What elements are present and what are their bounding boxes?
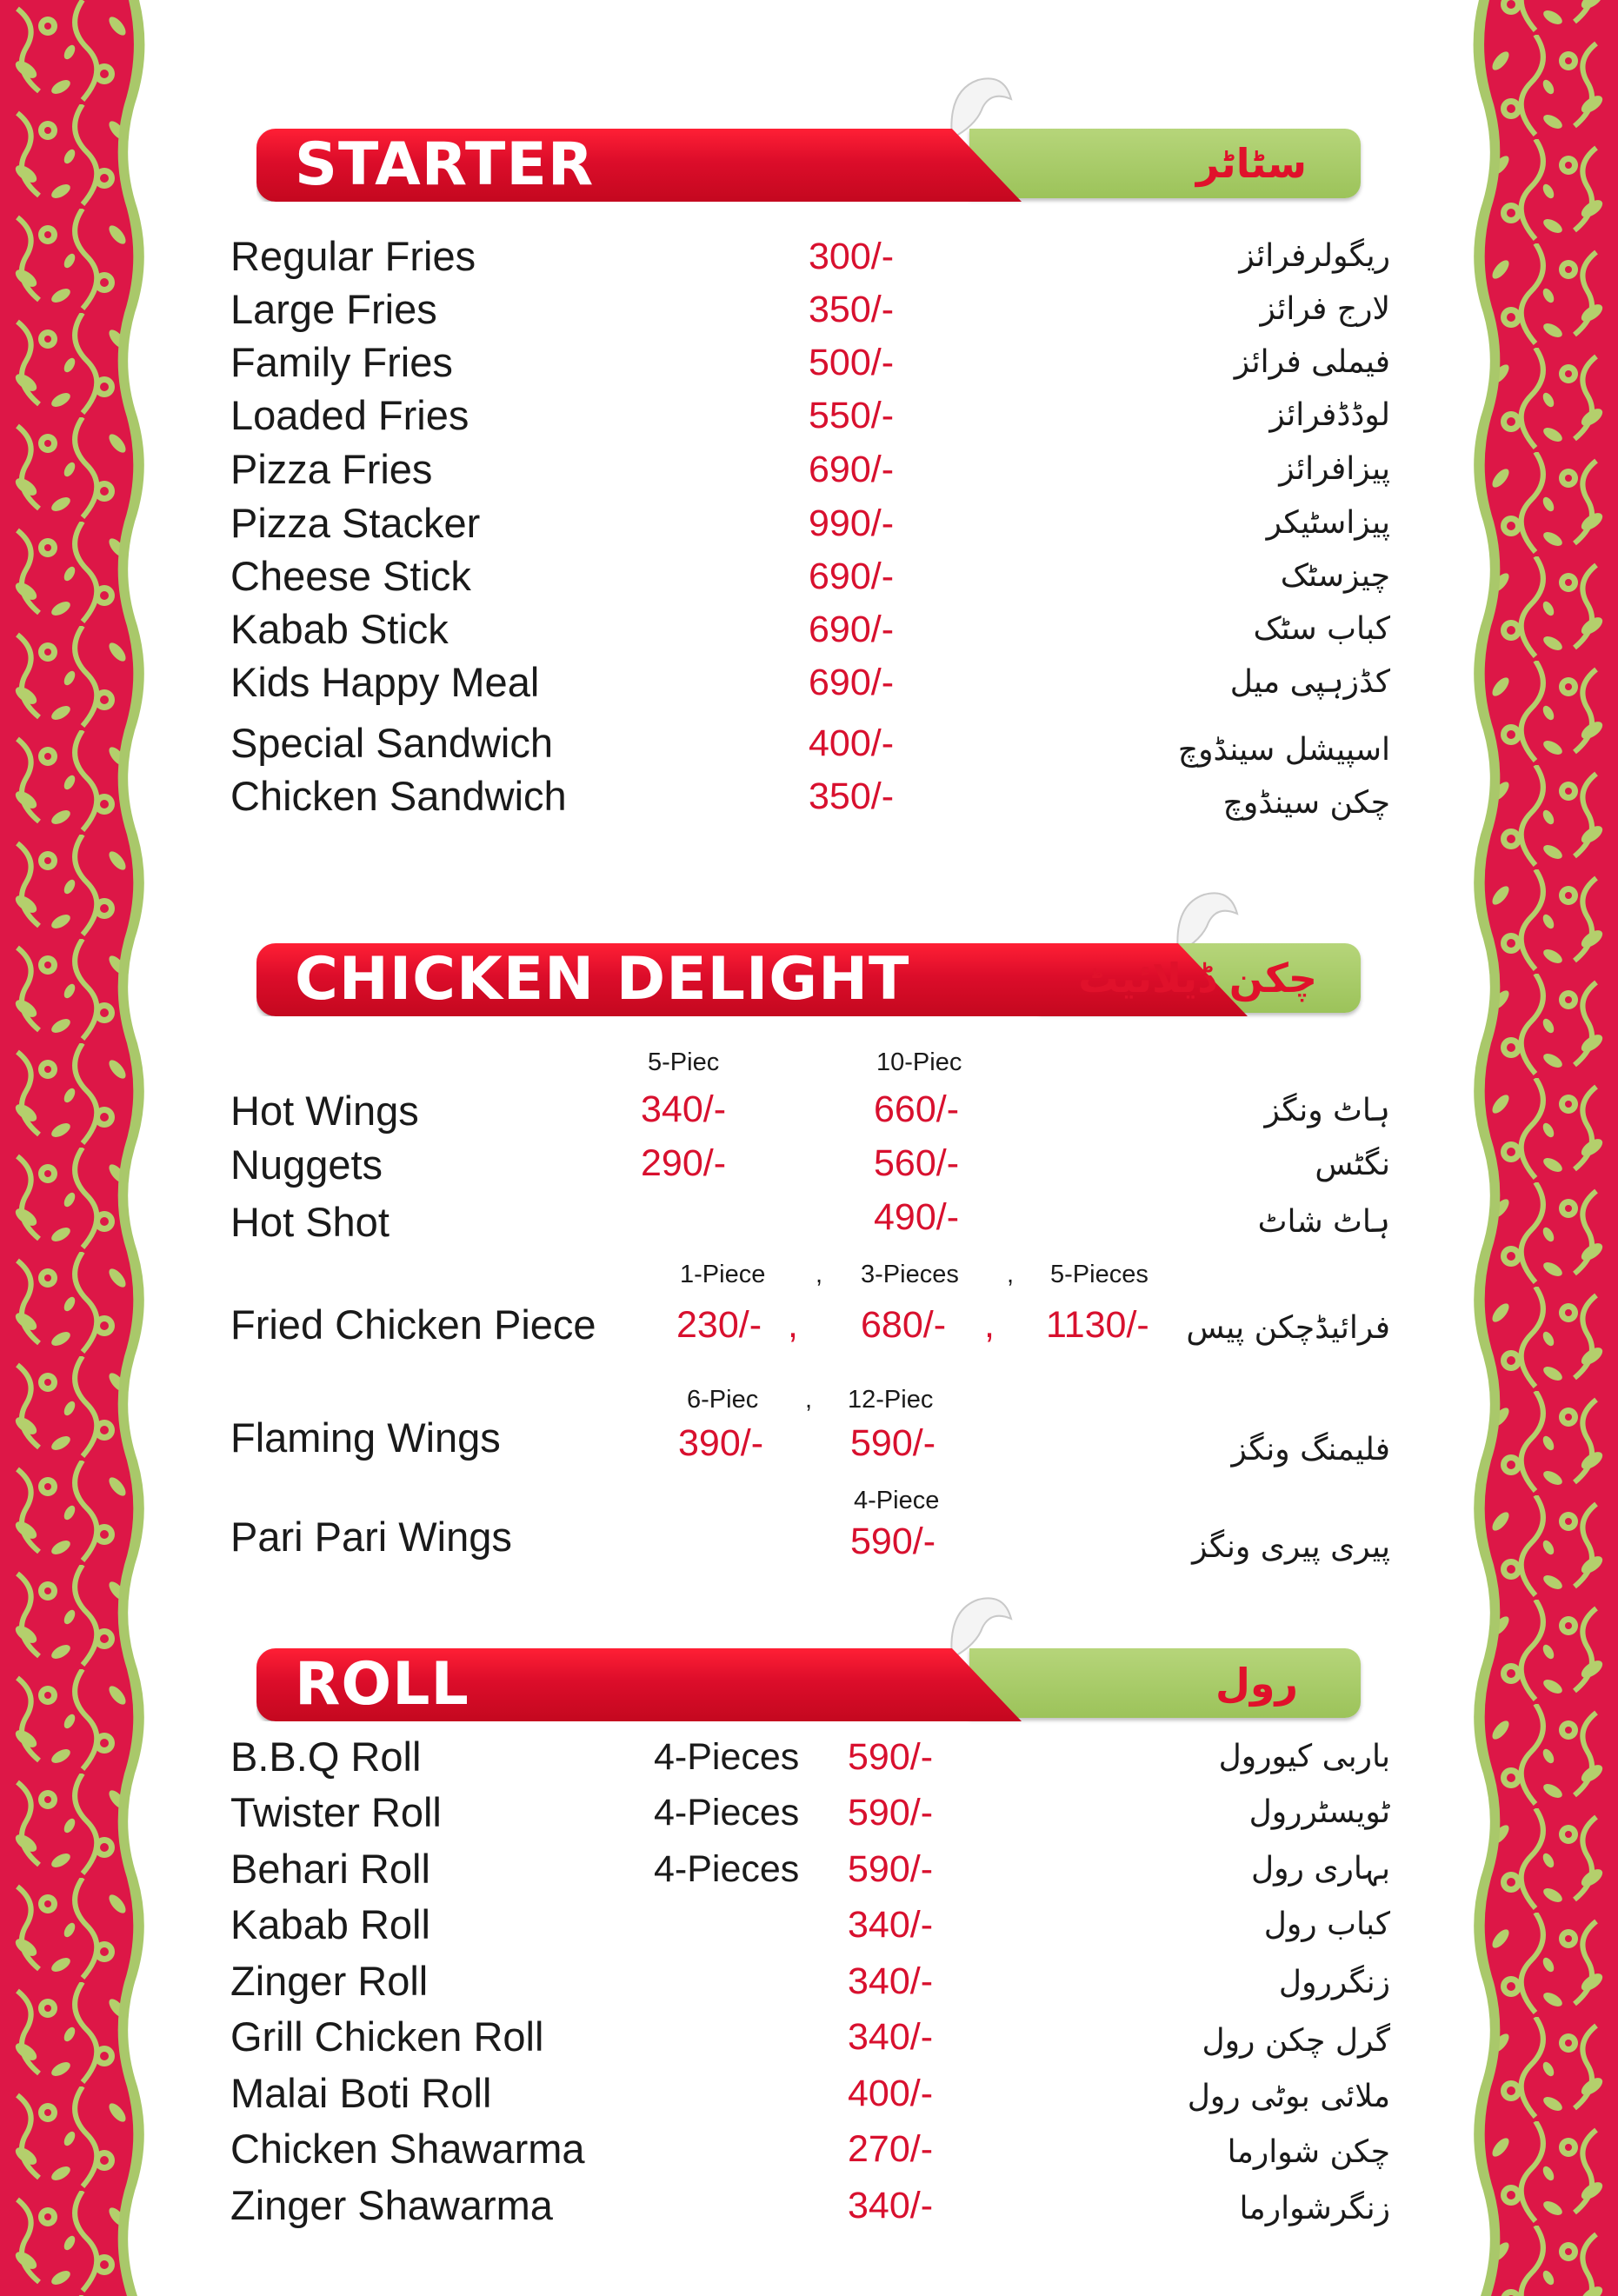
chicken-delight-header bbox=[256, 943, 1361, 1016]
menu-item-price: 230/- bbox=[676, 1304, 762, 1346]
menu-item-name: Special Sandwich bbox=[230, 720, 553, 766]
menu-item-price: 340/- bbox=[848, 1960, 934, 2002]
separator: , bbox=[788, 1304, 798, 1346]
menu-item-name: Chicken Sandwich bbox=[230, 773, 567, 819]
menu-item-price: 390/- bbox=[678, 1422, 764, 1464]
menu-item-name: Zinger Roll bbox=[230, 1958, 429, 2004]
section-title: CHICKEN DELIGHT bbox=[295, 945, 910, 1014]
menu-item-name: Grill Chicken Roll bbox=[230, 2013, 544, 2060]
menu-item-urdu: نگٹس bbox=[1315, 1147, 1390, 1182]
column-label: 12-Piec bbox=[848, 1386, 934, 1414]
menu-item-name: Regular Fries bbox=[230, 233, 476, 279]
separator: , bbox=[816, 1261, 823, 1288]
menu-item-name: Kabab Stick bbox=[230, 606, 449, 652]
menu-item-name: Chicken Shawarma bbox=[230, 2126, 585, 2172]
section-title-urdu: رول bbox=[1215, 1660, 1298, 1707]
starter-header bbox=[256, 129, 1361, 202]
menu-item-price: 590/- bbox=[848, 1736, 934, 1778]
menu-item-urdu: لوڈڈفرائز bbox=[1269, 397, 1390, 433]
menu-item-price: 590/- bbox=[848, 1848, 934, 1890]
column-label: 5-Pieces bbox=[1050, 1261, 1149, 1288]
menu-item-name: Cheese Stick bbox=[230, 553, 471, 599]
menu-item-price: 340/- bbox=[848, 2185, 934, 2226]
separator: , bbox=[984, 1304, 995, 1346]
menu-item-urdu: پیزاسٹیکر bbox=[1266, 505, 1390, 541]
menu-item-price: 590/- bbox=[850, 1422, 936, 1464]
column-label: 3-Pieces bbox=[861, 1261, 959, 1288]
menu-item-name: Pizza Fries bbox=[230, 446, 433, 492]
menu-item-urdu: زنگررول bbox=[1278, 1965, 1390, 2000]
menu-item-name: Hot Shot bbox=[230, 1199, 390, 1245]
menu-item-name: Kabab Roll bbox=[230, 1901, 430, 1947]
menu-item-name: Twister Roll bbox=[230, 1789, 442, 1835]
menu-item-price: 350/- bbox=[809, 289, 895, 330]
menu-item-price: 340/- bbox=[848, 2016, 934, 2058]
menu-item-name: Nuggets bbox=[230, 1141, 383, 1188]
menu-item-price: 590/- bbox=[850, 1521, 936, 1562]
menu-item-price: 340/- bbox=[641, 1088, 727, 1130]
menu-item-urdu: ہاٹ شاٹ bbox=[1257, 1204, 1390, 1240]
menu-item-urdu: زنگرشوارما bbox=[1239, 2191, 1390, 2226]
separator: , bbox=[805, 1386, 813, 1414]
menu-item-price: 690/- bbox=[809, 662, 895, 703]
menu-item-price: 990/- bbox=[809, 502, 895, 544]
menu-item-qty: 4-Pieces bbox=[654, 1848, 800, 1890]
menu-item-name: Behari Roll bbox=[230, 1846, 430, 1892]
menu-item-name: Pizza Stacker bbox=[230, 500, 481, 546]
menu-item-name: Pari Pari Wings bbox=[230, 1514, 512, 1560]
column-label: 5-Piec bbox=[648, 1048, 720, 1076]
left-floral-border bbox=[0, 0, 152, 2296]
roll-header bbox=[256, 1648, 1361, 1721]
menu-item-urdu: گرل چکن رول bbox=[1202, 2023, 1390, 2059]
menu-item-name: Flaming Wings bbox=[230, 1414, 501, 1461]
menu-item-urdu: باربی کیورول bbox=[1218, 1739, 1390, 1774]
column-label: 1-Piece bbox=[680, 1261, 766, 1288]
menu-item-urdu: چیزسٹک bbox=[1280, 558, 1390, 594]
menu-item-name: Zinger Shawarma bbox=[230, 2182, 553, 2228]
menu-item-urdu: لارج فرائز bbox=[1260, 291, 1390, 327]
menu-item-urdu: ملائی بوٹی رول bbox=[1187, 2079, 1390, 2114]
menu-item-price: 1130/- bbox=[1046, 1304, 1149, 1346]
menu-item-price: 660/- bbox=[874, 1088, 960, 1130]
menu-item-urdu: چکن شوارما bbox=[1227, 2134, 1390, 2170]
menu-item-price: 680/- bbox=[861, 1304, 947, 1346]
menu-item-urdu: ٹویسٹررول bbox=[1248, 1794, 1390, 1830]
menu-item-urdu: فرائیڈچکن پیس bbox=[1186, 1310, 1390, 1346]
right-floral-border bbox=[1466, 0, 1618, 2296]
section-title: ROLL bbox=[295, 1650, 469, 1719]
column-label: 6-Piec bbox=[687, 1386, 759, 1414]
menu-item-name: Hot Wings bbox=[230, 1088, 419, 1134]
menu-item-price: 550/- bbox=[809, 395, 895, 436]
menu-item-name: Family Fries bbox=[230, 339, 453, 385]
menu-item-name: B.B.Q Roll bbox=[230, 1734, 422, 1780]
menu-item-urdu: کباب سٹک bbox=[1253, 611, 1390, 647]
menu-item-name: Large Fries bbox=[230, 286, 437, 332]
menu-item-price: 400/- bbox=[848, 2073, 934, 2114]
menu-item-urdu: اسپیشل سینڈوچ bbox=[1177, 732, 1390, 768]
menu-item-price: 500/- bbox=[809, 342, 895, 383]
menu-item-price: 340/- bbox=[848, 1904, 934, 1946]
column-label: 10-Piec bbox=[876, 1048, 962, 1076]
menu-item-urdu: کباب رول bbox=[1263, 1907, 1390, 1942]
menu-item-name: Malai Boti Roll bbox=[230, 2070, 492, 2116]
menu-item-price: 290/- bbox=[641, 1142, 727, 1184]
menu-item-price: 690/- bbox=[809, 556, 895, 597]
section-title-urdu: چکن ڈیلائیٹ bbox=[1078, 955, 1317, 1002]
column-label: 4-Piece bbox=[854, 1487, 940, 1514]
menu-item-urdu: ریگولرفرائز bbox=[1239, 238, 1390, 274]
menu-item-urdu: فلیمنگ ونگز bbox=[1231, 1432, 1390, 1467]
menu-item-urdu: پیری پیری ونگز bbox=[1192, 1529, 1390, 1565]
menu-item-price: 270/- bbox=[848, 2128, 934, 2170]
menu-item-name: Kids Happy Meal bbox=[230, 659, 540, 705]
menu-item-urdu: بہاری رول bbox=[1250, 1851, 1390, 1887]
menu-item-price: 590/- bbox=[848, 1792, 934, 1833]
menu-item-urdu: پیزافرائز bbox=[1279, 451, 1390, 487]
menu-item-urdu: فیملی فرائز bbox=[1234, 344, 1390, 380]
menu-item-price: 350/- bbox=[809, 775, 895, 817]
menu-item-urdu: ہاٹ ونگز bbox=[1264, 1093, 1390, 1128]
menu-item-qty: 4-Pieces bbox=[654, 1792, 800, 1833]
header-green-band bbox=[969, 1648, 1361, 1718]
menu-item-price: 300/- bbox=[809, 236, 895, 277]
menu-item-price: 690/- bbox=[809, 609, 895, 650]
menu-item-qty: 4-Pieces bbox=[654, 1736, 800, 1778]
section-title-urdu: سٹاٹر bbox=[1195, 140, 1307, 187]
menu-item-price: 560/- bbox=[874, 1142, 960, 1184]
section-title: STARTER bbox=[295, 130, 595, 199]
menu-item-name: Fried Chicken Piece bbox=[230, 1301, 596, 1348]
menu-item-price: 490/- bbox=[874, 1196, 960, 1238]
menu-item-name: Loaded Fries bbox=[230, 392, 469, 438]
menu-item-urdu: کڈزہپی میل bbox=[1229, 664, 1390, 700]
menu-item-price: 690/- bbox=[809, 449, 895, 490]
separator: , bbox=[1007, 1261, 1015, 1288]
menu-item-urdu: چکن سینڈوچ bbox=[1222, 785, 1390, 821]
menu-item-price: 400/- bbox=[809, 722, 895, 764]
